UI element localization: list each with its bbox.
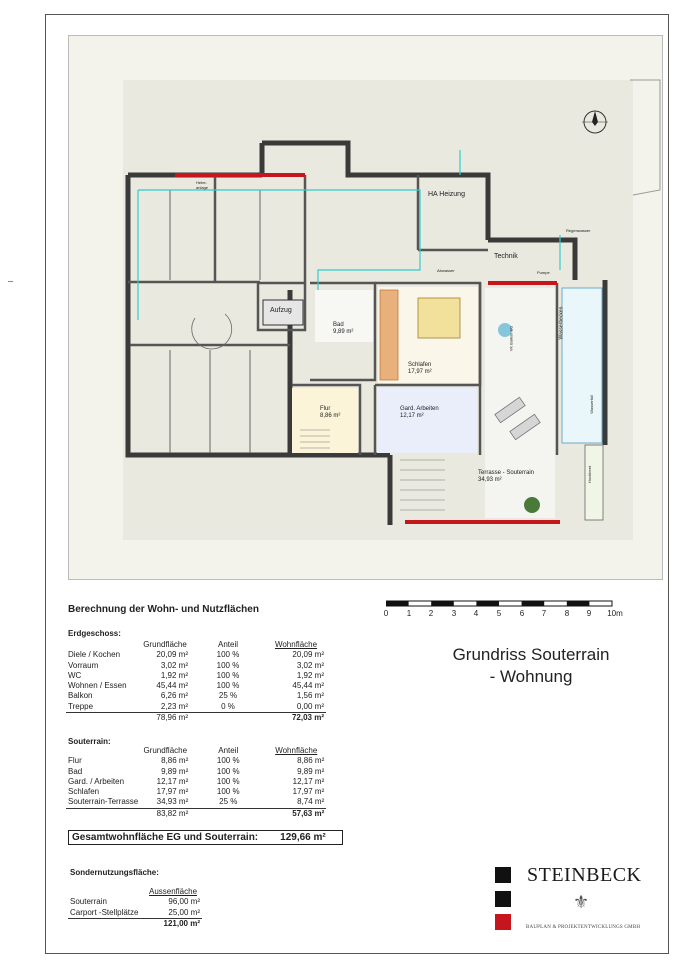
closet-fill [380, 290, 398, 380]
total-label: Gesamtwohnfläche EG und Souterrain: [72, 832, 259, 843]
scale-tick-9: 9 [586, 609, 592, 618]
sum-row: 78,96 m² 72,03 m² [156, 713, 324, 723]
room-gard-fill [377, 388, 477, 453]
room-name: Terrasse - Souterrain [478, 470, 535, 476]
scale-tick-10: 10m [607, 609, 623, 618]
sout-table [66, 746, 326, 819]
label-vk-balkon: VK Balkon EG [508, 325, 514, 352]
table-row: Wohnen / Essen 45,44 m² 100 % 45,44 m² [68, 681, 324, 691]
col-grundflaeche: Grundfläche [143, 746, 188, 755]
room-name: Bad [333, 322, 344, 328]
logo-square-3 [495, 914, 511, 930]
room-name: Gard. Arbeiten [400, 406, 439, 412]
drawing-title-line1: Grundriss Souterrain [452, 645, 610, 664]
scale-tick-2: 2 [428, 609, 434, 618]
table-header [66, 746, 326, 756]
scale-tick-7: 7 [541, 609, 547, 618]
scale-tick-6: 6 [519, 609, 525, 618]
scale-tick-3: 3 [451, 609, 457, 618]
label-abwasser: Abwasser [437, 268, 455, 273]
table-row: WC 1,92 m² 100 % 1,92 m² [68, 670, 324, 680]
room-label-terrasse [478, 470, 534, 484]
label-wasserbecken: Wasserbecken [558, 306, 565, 340]
table-header [68, 887, 202, 897]
room-area: 9,89 m² [333, 329, 354, 335]
room-label-flur [320, 406, 340, 420]
room-area: 8,86 m² [320, 413, 341, 419]
eg-table [66, 640, 326, 723]
label-hebeanlage: Hebe- anlage [196, 180, 209, 190]
label-regenwasser: Regenwasser [566, 228, 591, 233]
pool-fill [562, 288, 602, 443]
col-anteil: Anteil [217, 640, 238, 649]
logo-square-1 [495, 867, 511, 883]
table-row: Diele / Kochen 20,09 m² 100 % 20,09 m² [68, 650, 324, 660]
table-row: Gard. / Arbeiten 12,17 m² 100 % 12,17 m² [68, 776, 325, 786]
label-pumpe: Pumpe [537, 270, 550, 275]
logo-square-2 [495, 891, 511, 907]
eg-title: Erdgeschoss: [68, 629, 121, 638]
sum-row: 83,82 m² 57,63 m² [156, 808, 325, 818]
table-header [66, 640, 326, 650]
scale-tick-4: 4 [473, 609, 479, 618]
total-value: 129,66 m² [280, 832, 326, 843]
room-label-technik: Technik [494, 253, 518, 260]
scale-tick-1: 1 [406, 609, 412, 618]
label-wasserfall: Wasserfall [588, 395, 594, 414]
room-flur-fill [292, 388, 358, 453]
total-box [68, 830, 343, 845]
table-row: Bad 9,89 m² 100 % 9,89 m² [68, 766, 325, 776]
room-label-aufzug: Aufzug [270, 307, 292, 314]
col-anteil: Anteil [218, 746, 239, 755]
col-aussenflaeche: Aussenfläche [148, 887, 198, 896]
room-name: Schlafen [408, 362, 432, 368]
sonder-title: Sondernutzungsfläche: [70, 868, 159, 877]
table-row: Schlafen 17,97 m² 100 % 17,97 m² [68, 787, 325, 797]
room-area: 12,17 m² [400, 413, 424, 419]
room-label-gard [400, 406, 439, 420]
table-row: Balkon 6,26 m² 25 % 1,56 m² [68, 691, 324, 701]
fleur-de-lis-icon: ⚜ [573, 892, 590, 912]
table-row: Carport -Stellplätze 25,00 m² [70, 907, 200, 917]
scale-tick-0: 0 [383, 609, 389, 618]
col-wohnflaeche: Wohnfläche [274, 640, 318, 649]
room-label-schlafen [408, 362, 432, 376]
room-label-ha-heizung [428, 190, 465, 199]
room-area: 34,93 m² [478, 477, 502, 483]
label-hochbeet: Hochbeet [587, 465, 593, 484]
bed-icon [418, 298, 460, 338]
table-row: Treppe 2,23 m² 0 % 0,00 m² [68, 701, 324, 711]
table-row: Souterrain-Terrasse 34,93 m² 25 % 8,74 m² [68, 797, 325, 807]
logo-wordmark: STEINBECK [527, 864, 642, 886]
calc-heading: Berechnung der Wohn- und Nutzflächen [68, 604, 259, 615]
room-label-bad [333, 322, 353, 336]
room-area: 17,97 m² [408, 369, 432, 375]
scale-tick-5: 5 [496, 609, 502, 618]
room-name: Flur [320, 406, 331, 412]
north-arrow-icon [582, 111, 608, 133]
col-grundflaeche: Grundfläche [143, 640, 187, 649]
sum-row: 121,00 m² [163, 918, 200, 928]
logo-tagline: BAUPLAN & PROJEKTENTWICKLUNGS GMBH [526, 925, 641, 930]
col-wohnflaeche: Wohnfläche [275, 746, 318, 755]
table-row: Vorraum 3,02 m² 100 % 3,02 m² [68, 660, 324, 670]
drawing-title-line2: - Wohnung [489, 667, 573, 686]
terrain-line [630, 80, 660, 195]
sout-title: Souterrain: [68, 737, 111, 746]
room-name: HA Heizung [428, 191, 465, 198]
table-row: Flur 8,86 m² 100 % 8,86 m² [68, 756, 325, 766]
scale-tick-8: 8 [564, 609, 570, 618]
table-row: Souterrain 96,00 m² [70, 897, 200, 907]
sonder-table [68, 887, 202, 929]
